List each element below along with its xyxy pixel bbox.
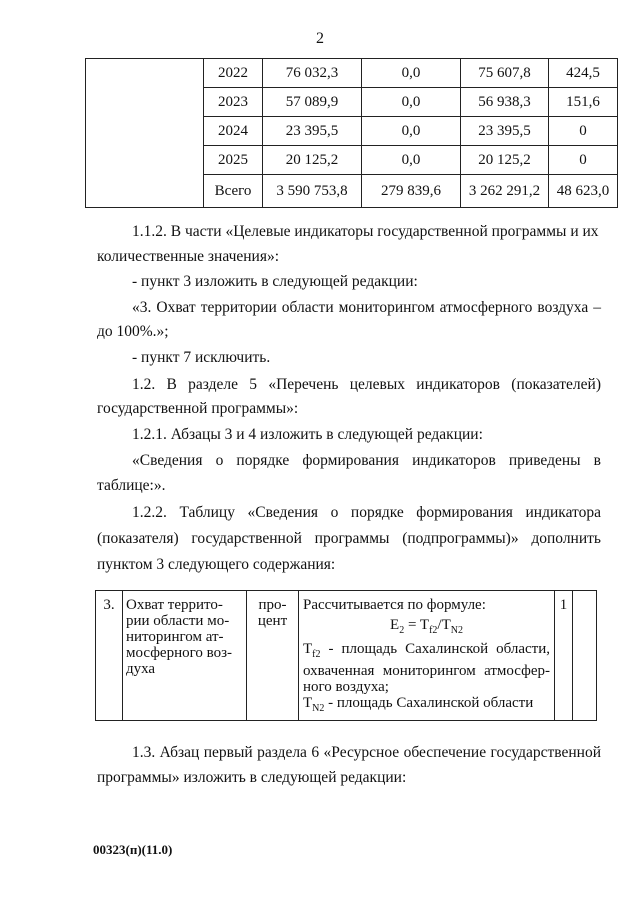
method-symbol-sub: N2 [312,703,325,714]
paragraph-1-3: 1.3. Абзац первый раздела 6 «Ресурсное обеспечение государственной [132,744,601,761]
empty-cell [86,59,204,208]
total-cell: 20 125,2 [263,146,362,175]
extra-cell: 48 623,0 [549,175,618,208]
method-symbol: T [303,641,313,657]
regional-cell: 20 125,2 [461,146,549,175]
indicator-row [96,591,597,721]
paragraph-1-2: 1.2. В разделе 5 «Перечень целевых индикаторов (показателей) [132,376,601,393]
extra-cell: 424,5 [549,59,618,88]
paragraph-quote-table-cont: таблице:». [97,477,166,494]
indicator-method [299,591,555,721]
funding-row [86,59,618,88]
method-line-1 [303,641,550,663]
paragraph-1-2-2: 1.2.2. Таблицу «Сведения о порядке формирования индикатора [132,504,601,521]
formula-t1-sub: f2 [429,625,438,636]
indicator-name-line: ниторингом ат- [126,629,224,645]
paragraph-1-2-cont: государственной программы»: [97,400,299,417]
indicator-name-line: духа [126,661,156,677]
total-cell: 57 089,9 [263,88,362,117]
year-cell: 2022 [204,59,263,88]
paragraph-quote-3: «3. Охват территории области мониторингом атмосферного воздуха – [132,299,601,316]
federal-cell: 0,0 [362,88,461,117]
indicator-code: 1 [555,591,573,721]
paragraph-quote-table: «Сведения о порядке формирования индикаторов приведены в [132,452,601,469]
year-cell: 2023 [204,88,263,117]
extra-cell: 151,6 [549,88,618,117]
method-line-3: ного воздуха; [303,679,389,695]
indicator-formula [303,613,550,641]
formula-t2-sub: N2 [450,625,463,636]
indicator-name-line: Охват террито- [126,597,223,613]
indicator-number: 3. [96,591,123,721]
paragraph-quote-3-cont: до 100%.»; [97,323,169,340]
paragraph-1-2-2-end: пунктом 3 следующего содержания: [97,556,336,573]
method-intro: Рассчитывается по формуле: [303,597,486,613]
formula-e: E [390,617,400,633]
year-cell: 2025 [204,146,263,175]
page-number: 2 [316,30,324,47]
indicator-name-line: мосферного воз- [126,645,233,661]
indicator-empty-cell [573,591,597,721]
indicator-name-line: рии области мо- [126,613,230,629]
federal-cell: 0,0 [362,117,461,146]
indicator-name [123,591,247,721]
total-cell: 3 590 753,8 [263,175,362,208]
year-cell: Всего [204,175,263,208]
indicator-unit-line: цент [257,613,288,629]
federal-cell: 279 839,6 [362,175,461,208]
method-symbol-sub: f2 [312,649,321,660]
method-line-4 [303,695,550,717]
paragraph-1-2-1: 1.2.1. Абзацы 3 и 4 изложить в следующей редакции: [132,426,483,443]
regional-cell: 56 938,3 [461,88,549,117]
formula-t1: T [419,617,430,633]
regional-cell: 23 395,5 [461,117,549,146]
method-line-2: охваченная мониторингом атмосфер- [303,663,550,679]
indicator-unit-line: про- [258,597,287,613]
paragraph-1-2-2-cont: (показателя) государственной программы (подпрограммы)» дополнить [97,530,601,547]
paragraph-1-1-2-cont: количественные значения»: [97,248,280,265]
funding-table [85,58,618,208]
paragraph-item-3: - пункт 3 изложить в следующей редакции: [132,273,418,290]
extra-cell: 0 [549,146,618,175]
year-cell: 2024 [204,117,263,146]
document-code: 00323(п)(11.0) [93,842,173,857]
total-cell: 23 395,5 [263,117,362,146]
paragraph-item-7: - пункт 7 исключить. [132,349,271,366]
formula-eq: = [404,617,420,633]
regional-cell: 75 607,8 [461,59,549,88]
method-symbol: T [303,695,313,711]
paragraph-1-1-2: 1.1.2. В части «Целевые индикаторы государственной программы и их [132,223,599,240]
formula-e-sub: 2 [399,625,405,636]
formula-slash: / [437,617,442,633]
method-text: - площадь Сахалинской области [324,695,534,711]
method-text: - площадь Сахалинской области, [320,641,550,657]
paragraph-1-3-cont: программы» изложить в следующей редакции: [97,769,407,786]
indicator-table [95,590,597,721]
federal-cell: 0,0 [362,146,461,175]
indicator-unit [247,591,299,721]
extra-cell: 0 [549,117,618,146]
formula-t2: T [441,617,451,633]
federal-cell: 0,0 [362,59,461,88]
regional-cell: 3 262 291,2 [461,175,549,208]
total-cell: 76 032,3 [263,59,362,88]
